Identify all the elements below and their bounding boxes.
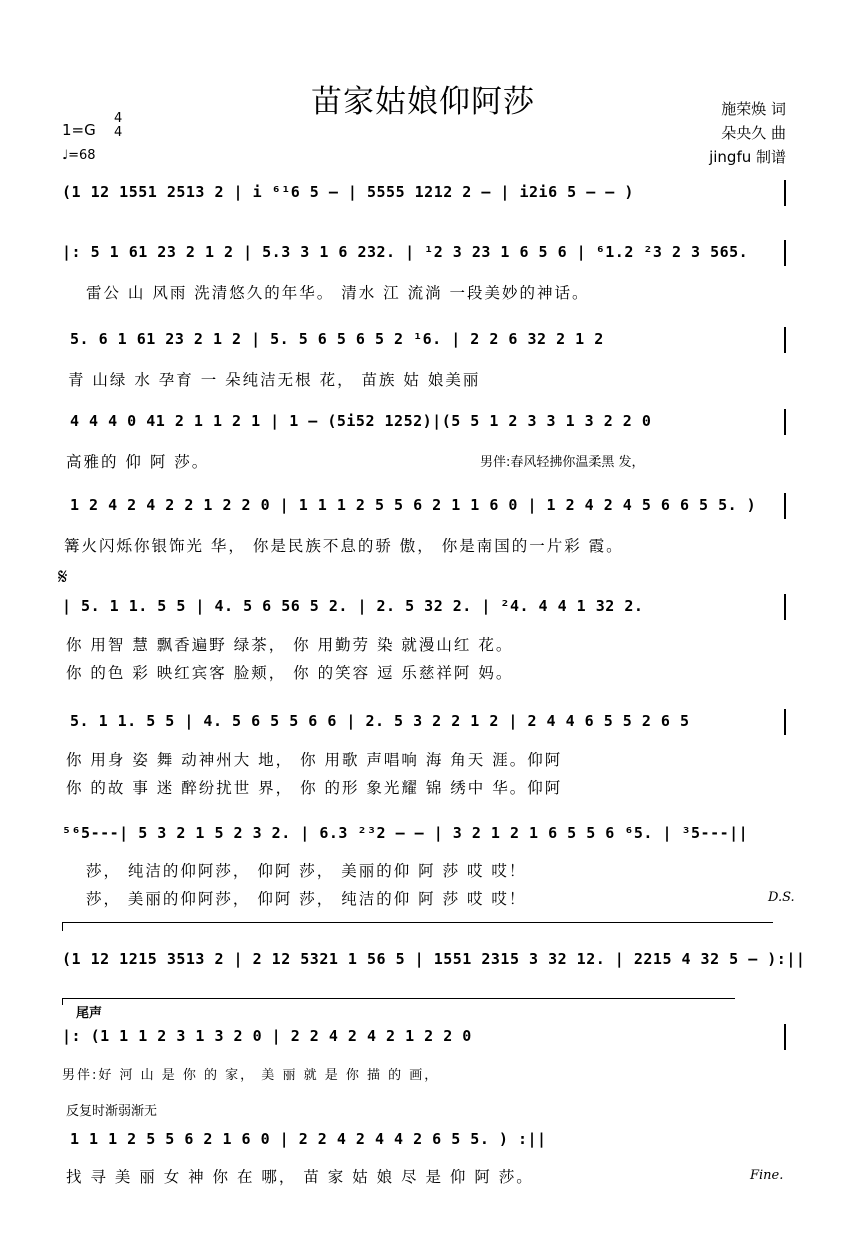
notation-line: (1 12 1551 2513 2 | i ⁶¹6 5 – | 5555 1212 2 – | i2i6 5 – – ): [62, 183, 634, 201]
lyric-line: 男伴:好 河 山 是 你 的 家， 美 丽 就 是 你 描 的 画，: [62, 1068, 440, 1083]
notation-line: (1 12 1215 3513 2 | 2 12 5321 1 56 5 | 1551 2315 3 32 12. | 2215 4 32 5 – ):||: [62, 950, 806, 968]
lyricist-credit: 施荣焕 词: [721, 100, 786, 118]
lyric-line: 你 用智 慧 飘香遍野 绿茶， 你 用勤劳 染 就漫山红 花。: [66, 636, 514, 654]
fine-marking: Fine.: [750, 1168, 784, 1183]
volta-bracket: [62, 922, 773, 931]
lyric-line: 男伴:春风轻拂你温柔黑 发，: [480, 455, 645, 470]
lyric-line: 高雅的 仰 阿 莎。: [66, 453, 210, 471]
lyric-line: 篝火闪烁你银饰光 华， 你是民族不息的骄 傲， 你是南国的一片彩 霞。: [64, 537, 624, 555]
barline: [784, 1024, 786, 1050]
notation-line: 1 1 1 2 5 5 6 2 1 6 0 | 2 2 4 2 4 4 2 6 5 5. ) :||: [70, 1130, 547, 1148]
lyric-line: 你 的故 事 迷 醉纷扰世 界， 你 的形 象光耀 锦 绣中 华。仰阿: [66, 779, 563, 797]
page-title: 苗家姑娘仰阿莎: [311, 84, 535, 120]
tempo-marking: ♩=68: [62, 148, 96, 163]
coda-label: 尾声: [76, 1006, 103, 1021]
lyric-line: 你 的色 彩 映红宾客 脸颊， 你 的笑容 逗 乐慈祥阿 妈。: [66, 664, 514, 682]
lyric-line: 莎， 纯洁的仰阿莎， 仰阿 莎， 美丽的仰 阿 莎 哎 哎！: [86, 862, 527, 880]
ds-marking: D.S.: [768, 890, 795, 905]
barline: [784, 493, 786, 519]
key-signature: 1=G: [62, 121, 96, 139]
notation-line: 5. 6 1 61 23 2 1 2 | 5. 5 6 5 6 5 2 ¹6. | 2 2 6 32 2 1 2: [70, 330, 604, 348]
notation-line: 5. 1 1. 5 5 | 4. 5 6 5 5 6 6 | 2. 5 3 2 2 1 2 | 2 4 4 6 5 5 2 6 5: [70, 712, 690, 730]
notation-line: |: (1 1 1 2 3 1 3 2 0 | 2 2 4 2 4 2 1 2 2 0: [62, 1027, 472, 1045]
segno-icon: 𝄋: [58, 565, 68, 590]
barline: [784, 180, 786, 206]
barline: [784, 240, 786, 266]
barline: [784, 594, 786, 620]
barline: [784, 709, 786, 735]
lyric-line: 雷公 山 风雨 洗清悠久的年华。 清水 江 流淌 一段美妙的神话。: [86, 284, 590, 302]
barline: [784, 409, 786, 435]
time-signature: 4 4: [114, 111, 123, 140]
notation-line: |: 5 1 61 23 2 1 2 | 5.3 3 1 6 232. | ¹2 3 23 1 6 5 6 | ⁶1.2 ²3 2 3 565.: [62, 243, 749, 261]
coda-bracket: [62, 998, 735, 1005]
notation-line: | 5. 1 1. 5 5 | 4. 5 6 56 5 2. | 2. 5 32 2. | ²4. 4 4 1 32 2.: [62, 597, 644, 615]
notation-line: 1 2 4 2 4 2 2 1 2 2 0 | 1 1 1 2 5 5 6 2 1 1 6 0 | 1 2 4 2 4 5 6 6 5 5. ): [70, 496, 757, 514]
lyric-line: 找 寻 美 丽 女 神 你 在 哪， 苗 家 姑 娘 尽 是 仰 阿 莎。: [66, 1168, 534, 1186]
notation-line: ⁵⁶5---| 5 3 2 1 5 2 3 2. | 6.3 ²³2 – – | 3 2 1 2 1 6 5 5 6 ⁶5. | ³5---||: [62, 824, 749, 842]
lyric-line: 青 山绿 水 孕育 一 朵纯洁无根 花， 苗族 姑 娘美丽: [68, 371, 481, 389]
arranger-credit: jingfu 制谱: [709, 148, 786, 166]
lyric-line: 莎， 美丽的仰阿莎， 仰阿 莎， 纯洁的仰 阿 莎 哎 哎！: [86, 890, 527, 908]
notation-line: 4 4 4 0 41 2 1 1 2 1 | 1 – (5i52 1252)|(5 5 1 2 3 3 1 3 2 2 0: [70, 412, 652, 430]
dynamics-note: 反复时渐弱渐无: [66, 1104, 158, 1119]
lyric-line: 你 用身 姿 舞 动神州大 地， 你 用歌 声唱响 海 角天 涯。仰阿: [66, 751, 563, 769]
composer-credit: 朵央久 曲: [721, 124, 786, 142]
barline: [784, 327, 786, 353]
